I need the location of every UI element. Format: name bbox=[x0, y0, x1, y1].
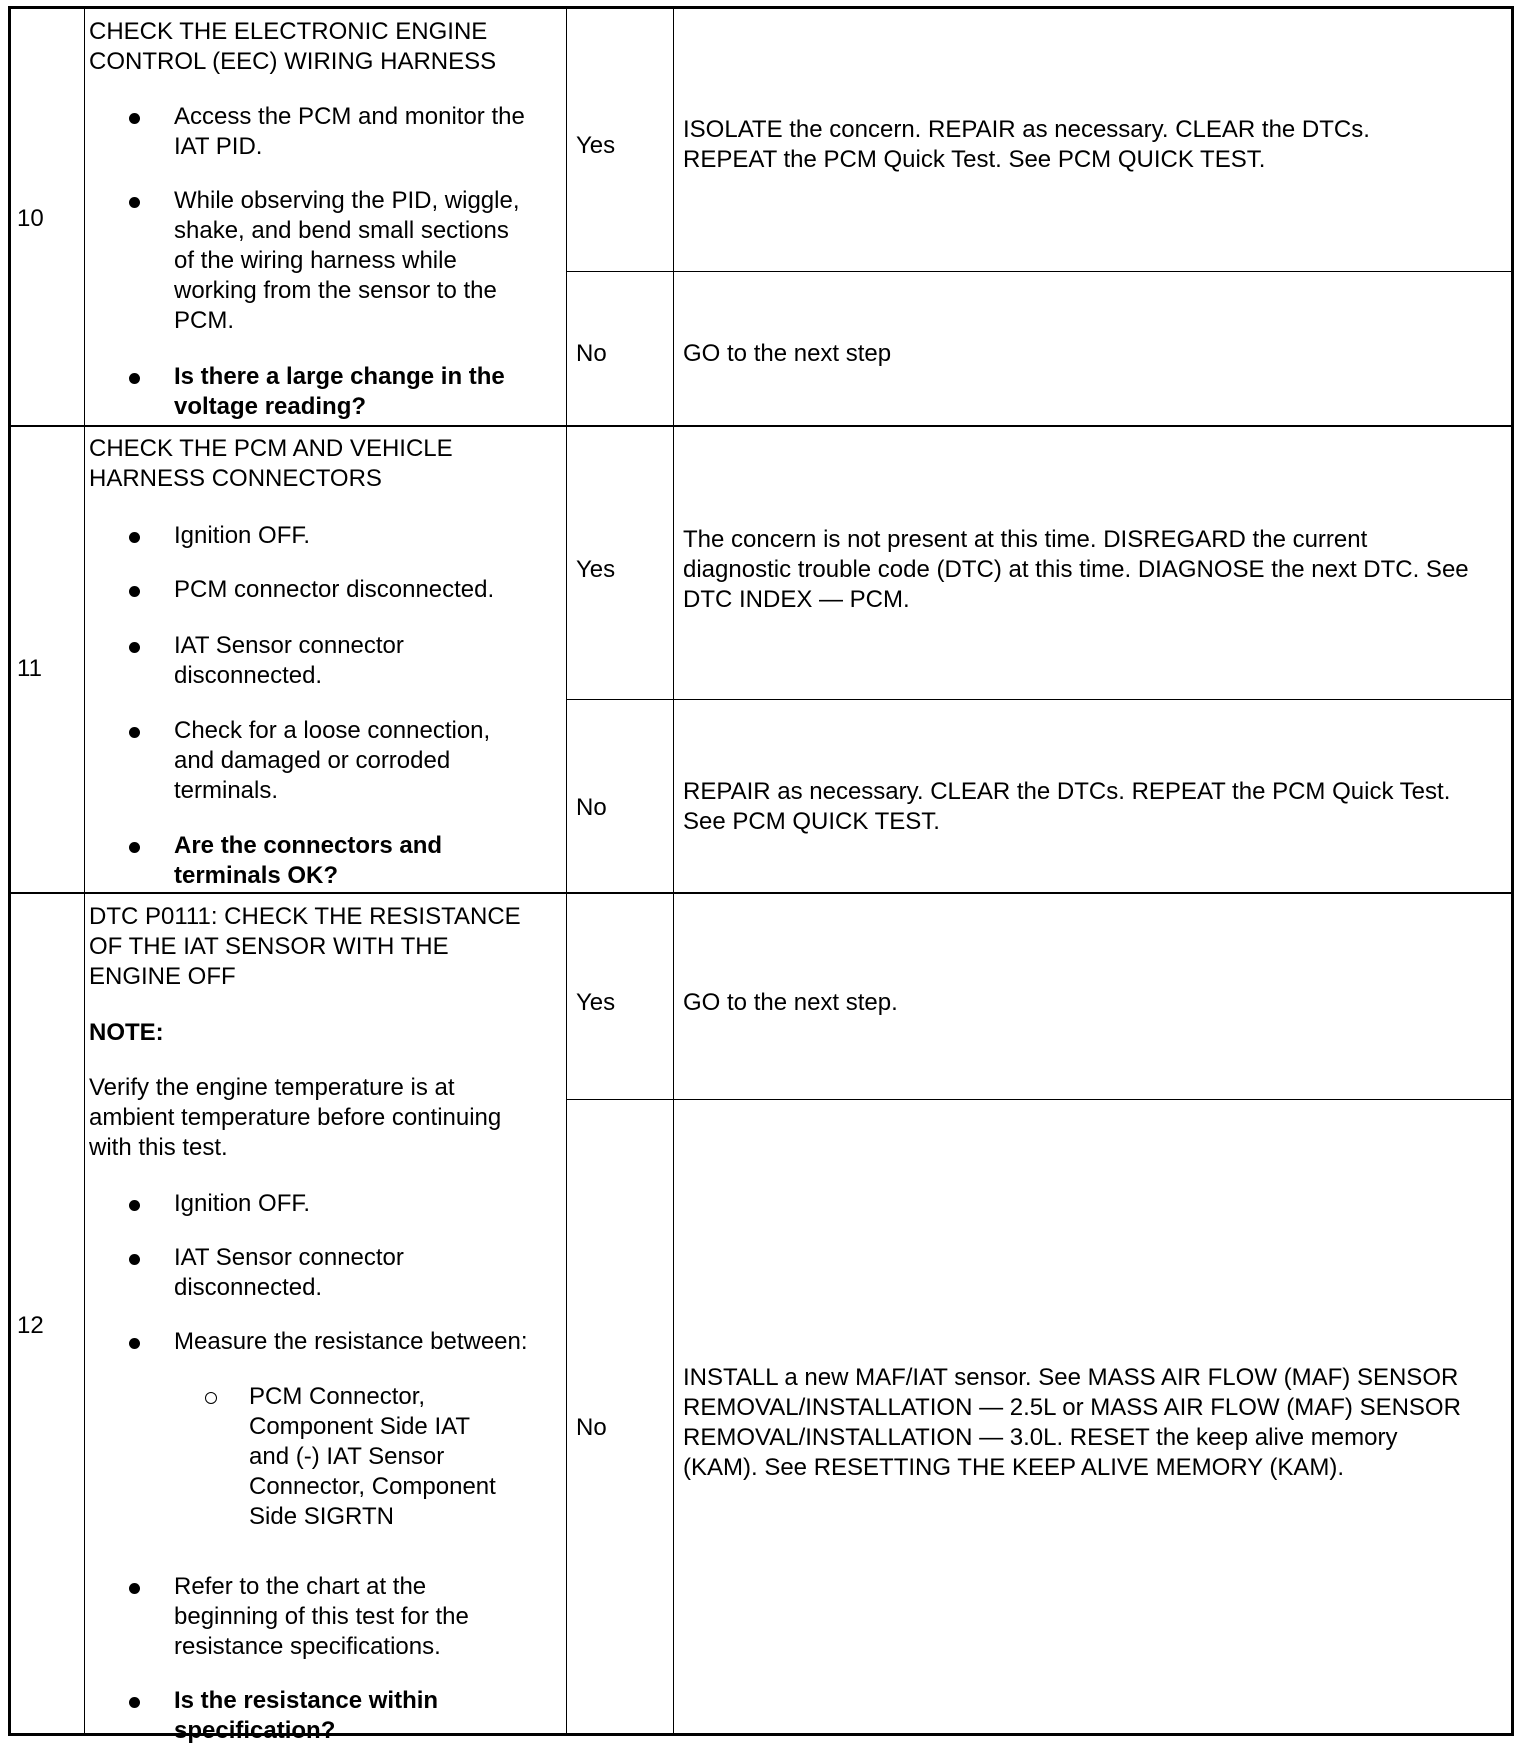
step-heading-line: OF THE IAT SENSOR WITH THE bbox=[89, 933, 449, 960]
step-heading-line: CONTROL (EEC) WIRING HARNESS bbox=[89, 48, 497, 75]
note-label: NOTE: bbox=[89, 1019, 164, 1046]
bullet-icon bbox=[129, 1697, 140, 1708]
step-heading-line: CHECK THE PCM AND VEHICLE bbox=[89, 435, 453, 462]
yes-result-line: The concern is not present at this time. DISREGARD the current bbox=[683, 526, 1368, 553]
bullet-icon bbox=[129, 842, 140, 853]
bullet-icon bbox=[129, 642, 140, 653]
step-heading-line: CHECK THE ELECTRONIC ENGINE bbox=[89, 18, 488, 45]
hollow-bullet-icon bbox=[205, 1392, 217, 1404]
no-result-line: INSTALL a new MAF/IAT sensor. See MASS AIR FLOW (MAF) SENSOR bbox=[683, 1364, 1459, 1391]
bullet-icon bbox=[129, 1338, 140, 1349]
yes-result-line: REPEAT the PCM Quick Test. See PCM QUICK TEST. bbox=[683, 146, 1266, 173]
yes-no-divider bbox=[566, 1099, 1511, 1100]
no-label: No bbox=[576, 340, 607, 367]
diagnostic-table: 10 CHECK THE ELECTRONIC ENGINE CONTROL (EEC) WIRING HARNESS Access the PCM and monitor the IAT PID. While observing the PID, wiggle, shake, and bend small sections of the wiring harness while working from the sensor to the PCM. Is there a large change in the voltage reading? Yes ISOLATE the concern. REPAIR as necessary. CLEAR the DTCs. REPEAT the PCM Quick Test. See PCM QUICK TEST. No GO to the next step 11 CHECK THE PCM AND VEHICLE HARNESS CONNECTORS Ignition OFF. PCM connector disconnected. IAT Sensor connector disconnected. Check for a loose connection, and damaged or corroded terminals. Are the connectors and terminals OK? Yes The concern is not present at this time. DISREGARD the current diagnostic trouble code (DTC) at this time. DIAGNOSE the next DTC. See DTC INDEX — PCM. No REPAIR as necessary. CLEAR the DTCs. REPEAT the PCM Quick Test. See PCM QUICK TEST. 12 DTC P0111: CHECK THE RESISTANCE OF THE IAT SENSOR WITH THE ENGINE OFF NOTE: Verify the engine temperature is at ambient temperature before continuing with this test. Ignition OFF. IAT Sensor connector disconnected. Measure the resistance between: PCM Connector, Component Side IAT and (-) IAT Sensor Connector, Component Side SIGRTN Refer to the chart at the beginning of this test for the resistance specifications. Is the resistance within specification? Yes GO to the next step. No INSTALL a new MAF/IAT sensor. See MASS AIR FLOW (MAF) SENSOR REMOVAL/INSTALLATION — 2.5L or MASS AIR FLOW (MAF) SENSOR REMOVAL/INSTALLATION — 3.0L. RESET the keep alive memory (KAM). See RESETTING THE KEEP ALIVE MEMORY (KAM). bbox=[8, 6, 1514, 1736]
bullet-icon bbox=[129, 1200, 140, 1211]
note-text-line: with this test. bbox=[89, 1134, 228, 1161]
step-number: 12 bbox=[17, 1312, 44, 1339]
no-result-line: REPAIR as necessary. CLEAR the DTCs. REPEAT the PCM Quick Test. bbox=[683, 778, 1451, 805]
step-heading-line: DTC P0111: CHECK THE RESISTANCE bbox=[89, 903, 521, 930]
column-divider-result bbox=[673, 9, 674, 1733]
yes-label: Yes bbox=[576, 556, 616, 583]
bullet-icon bbox=[129, 532, 140, 543]
yes-result-line: diagnostic trouble code (DTC) at this time. DIAGNOSE the next DTC. See bbox=[683, 556, 1469, 583]
note-text-line: ambient temperature before continuing bbox=[89, 1104, 502, 1131]
no-result-line: See PCM QUICK TEST. bbox=[683, 808, 940, 835]
yes-result-line: GO to the next step. bbox=[683, 989, 898, 1016]
step-heading-line: ENGINE OFF bbox=[89, 963, 236, 990]
no-result-line: (KAM). See RESETTING THE KEEP ALIVE MEMORY (KAM). bbox=[683, 1454, 1345, 1481]
step-number: 11 bbox=[17, 655, 42, 682]
column-divider-step bbox=[84, 9, 85, 1733]
step-number: 10 bbox=[17, 205, 44, 232]
row-divider bbox=[11, 892, 1511, 894]
bullet-icon bbox=[129, 727, 140, 738]
yes-no-divider bbox=[566, 271, 1511, 272]
step-heading-line: HARNESS CONNECTORS bbox=[89, 465, 382, 492]
row-divider bbox=[11, 425, 1511, 427]
no-result-line: REMOVAL/INSTALLATION — 2.5L or MASS AIR FLOW (MAF) SENSOR bbox=[683, 1394, 1461, 1421]
no-result-line: GO to the next step bbox=[683, 340, 892, 367]
no-result-line: REMOVAL/INSTALLATION — 3.0L. RESET the keep alive memory bbox=[683, 1424, 1398, 1451]
yes-no-divider bbox=[566, 699, 1511, 700]
note-text-line: Verify the engine temperature is at bbox=[89, 1074, 455, 1101]
bullet-icon bbox=[129, 1254, 140, 1265]
bullet-icon bbox=[129, 1583, 140, 1594]
bullet-icon bbox=[129, 373, 140, 384]
yes-result-line: DTC INDEX — PCM. bbox=[683, 586, 910, 613]
yes-result-line: ISOLATE the concern. REPAIR as necessary. CLEAR the DTCs. bbox=[683, 116, 1370, 143]
column-divider-action bbox=[566, 9, 567, 1733]
no-label: No bbox=[576, 1414, 607, 1441]
yes-label: Yes bbox=[576, 989, 616, 1016]
bullet-icon bbox=[129, 586, 140, 597]
yes-label: Yes bbox=[576, 132, 616, 159]
bullet-icon bbox=[129, 197, 140, 208]
no-label: No bbox=[576, 794, 607, 821]
bullet-icon bbox=[129, 113, 140, 124]
